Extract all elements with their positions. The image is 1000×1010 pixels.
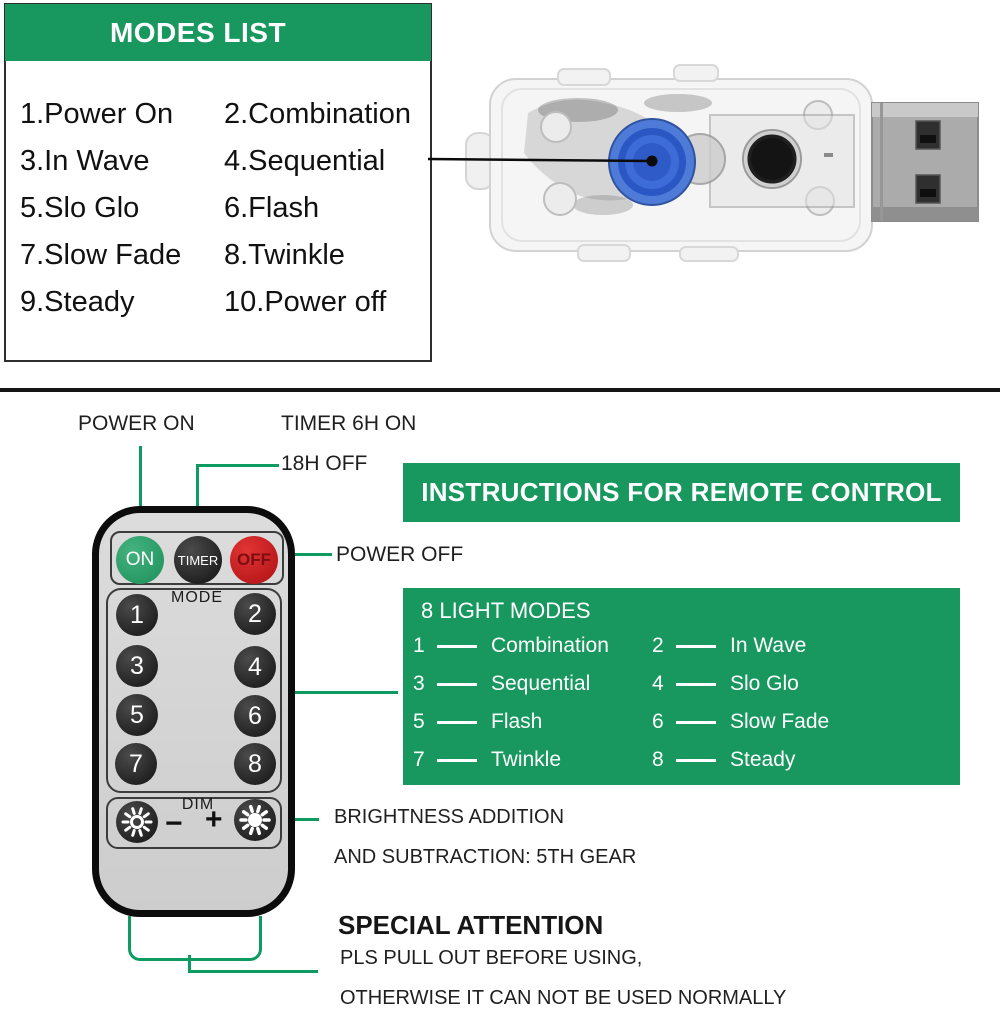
modes-list-grid — [20, 91, 420, 326]
mode-item: 5.Slo Glo — [20, 192, 140, 224]
digit-label: 4 — [248, 652, 262, 681]
special-attention-line1: PLS PULL OUT BEFORE USING, — [340, 947, 643, 969]
mode-item: 9.Steady — [20, 286, 135, 318]
light-mode-label: Slo Glo — [730, 672, 799, 695]
usb-plug-highlight — [872, 103, 978, 117]
remote-digit-button-5 — [116, 694, 158, 736]
light-mode-entry — [413, 634, 652, 658]
power-off-callout: POWER OFF — [336, 543, 464, 566]
digit-label: 6 — [248, 701, 262, 730]
special-attention-title: SPECIAL ATTENTION — [338, 910, 604, 940]
light-mode-number: 4 — [652, 672, 664, 695]
mode-dash — [437, 683, 477, 686]
mode-item: 4.Sequential — [224, 145, 386, 177]
light-mode-number: 7 — [413, 748, 425, 771]
timer-6h-on-callout: TIMER 6H ON — [281, 412, 417, 435]
light-modes-row — [413, 741, 953, 779]
remote-digit-button-1 — [116, 594, 158, 636]
light-modes-row — [413, 627, 953, 665]
instructions-banner — [403, 463, 960, 522]
remote-dim-section-label: DIM — [181, 796, 215, 813]
remote-digit-button-2 — [234, 593, 276, 635]
mode-dash — [676, 759, 716, 762]
remote-control-illustration — [92, 506, 295, 917]
light-mode-label: Twinkle — [491, 748, 562, 771]
usb-controller-illustration — [428, 55, 988, 315]
usb-speckle — [644, 94, 712, 112]
instructions-banner-title: INSTRUCTIONS FOR REMOTE CONTROL — [421, 477, 942, 507]
digit-label: 5 — [130, 700, 144, 729]
light-modes-box — [403, 588, 960, 785]
mode-item: 2.Combination — [224, 98, 411, 130]
light-mode-label: Sequential — [491, 672, 591, 695]
remote-digit-button-4 — [234, 646, 276, 688]
mode-item: 6.Flash — [224, 192, 320, 224]
light-mode-entry — [413, 672, 652, 696]
usb-bump — [578, 245, 630, 261]
remote-off-label: OFF — [237, 550, 271, 569]
usb-screw-post — [541, 112, 571, 142]
light-mode-entry — [413, 710, 652, 734]
usb-screw-post — [544, 183, 576, 215]
dim-minus-sign: − — [165, 807, 183, 840]
section-divider — [0, 388, 1000, 392]
light-mode-entry — [413, 748, 652, 772]
callout-step-horizontal — [188, 970, 318, 973]
light-mode-label: Combination — [491, 634, 609, 657]
digit-label: 7 — [129, 749, 143, 778]
remote-on-label: ON — [125, 549, 155, 570]
usb-bump — [674, 65, 718, 81]
usb-plug-slot-pin — [920, 135, 936, 143]
light-mode-number: 8 — [652, 748, 664, 771]
remote-timer-label: TIMER — [177, 552, 219, 568]
brightness-note-line2: AND SUBTRACTION: 5TH GEAR — [334, 846, 637, 868]
power-on-callout: POWER ON — [78, 412, 195, 435]
usb-bump — [558, 69, 610, 85]
light-mode-label: Flash — [491, 710, 543, 733]
mode-dash — [437, 645, 477, 648]
light-mode-entry — [652, 748, 795, 772]
remote-off-button — [230, 536, 278, 584]
modes-list-box — [4, 3, 432, 362]
remote-mode-section-label: MODE — [171, 589, 223, 606]
dim-plus-sign: + — [205, 803, 223, 836]
mode-dash — [676, 645, 716, 648]
pointer-dot — [647, 156, 658, 167]
mode-dash — [437, 721, 477, 724]
modes-list-header — [5, 4, 431, 61]
usb-bump — [680, 247, 738, 261]
remote-timer-button — [174, 536, 222, 584]
mode-item: 3.In Wave — [20, 145, 150, 177]
mode-item: 10.Power off — [224, 286, 387, 318]
light-mode-label: Slow Fade — [730, 710, 830, 733]
usb-plug-seam — [880, 103, 883, 221]
light-mode-entry — [652, 672, 799, 696]
sun-filled-icon — [238, 803, 272, 837]
digit-label: 2 — [248, 599, 262, 628]
remote-dim-down-button — [116, 801, 158, 843]
18h-off-callout: 18H OFF — [281, 452, 368, 475]
digit-label: 1 — [130, 600, 144, 629]
light-mode-number: 3 — [413, 672, 425, 695]
remote-digit-button-6 — [234, 695, 276, 737]
light-mode-number: 5 — [413, 710, 425, 733]
light-modes-row — [413, 665, 953, 703]
special-attention-line2: OTHERWISE IT CAN NOT BE USED NORMALLY — [340, 987, 787, 1009]
brightness-note-line1: BRIGHTNESS ADDITION — [334, 806, 565, 828]
callout-line-timer-horizontal — [196, 464, 279, 467]
usb-mic-core — [751, 138, 793, 180]
light-mode-label: In Wave — [730, 634, 807, 657]
digit-label: 3 — [130, 651, 144, 680]
light-modes-title: 8 LIGHT MODES — [421, 598, 591, 623]
digit-label: 8 — [248, 749, 262, 778]
remote-digit-button-8 — [234, 743, 276, 785]
mode-dash — [676, 721, 716, 724]
mode-item: 8.Twinkle — [224, 239, 345, 271]
sun-outline-icon — [120, 805, 154, 839]
callout-bracket-remote — [128, 916, 262, 961]
remote-digit-button-3 — [116, 645, 158, 687]
mode-item: 7.Slow Fade — [20, 239, 182, 271]
usb-plug-slot-pin — [920, 189, 936, 197]
mode-dash — [437, 759, 477, 762]
light-mode-number: 1 — [413, 634, 425, 657]
light-mode-number: 2 — [652, 634, 664, 657]
mode-dash — [676, 683, 716, 686]
usb-detail-tick — [824, 153, 833, 157]
light-mode-entry — [652, 710, 829, 734]
usb-plug-shade — [872, 207, 978, 221]
light-mode-entry — [652, 634, 806, 658]
remote-digit-button-7 — [115, 743, 157, 785]
usb-speckle — [573, 195, 633, 215]
remote-dim-up-button — [234, 799, 276, 841]
callout-line-modes — [278, 691, 398, 694]
mode-item: 1.Power On — [20, 98, 174, 130]
modes-list-title: MODES LIST — [109, 16, 287, 48]
light-mode-label: Steady — [730, 748, 796, 771]
light-mode-number: 6 — [652, 710, 664, 733]
light-modes-row — [413, 703, 953, 741]
remote-on-button — [116, 536, 164, 584]
